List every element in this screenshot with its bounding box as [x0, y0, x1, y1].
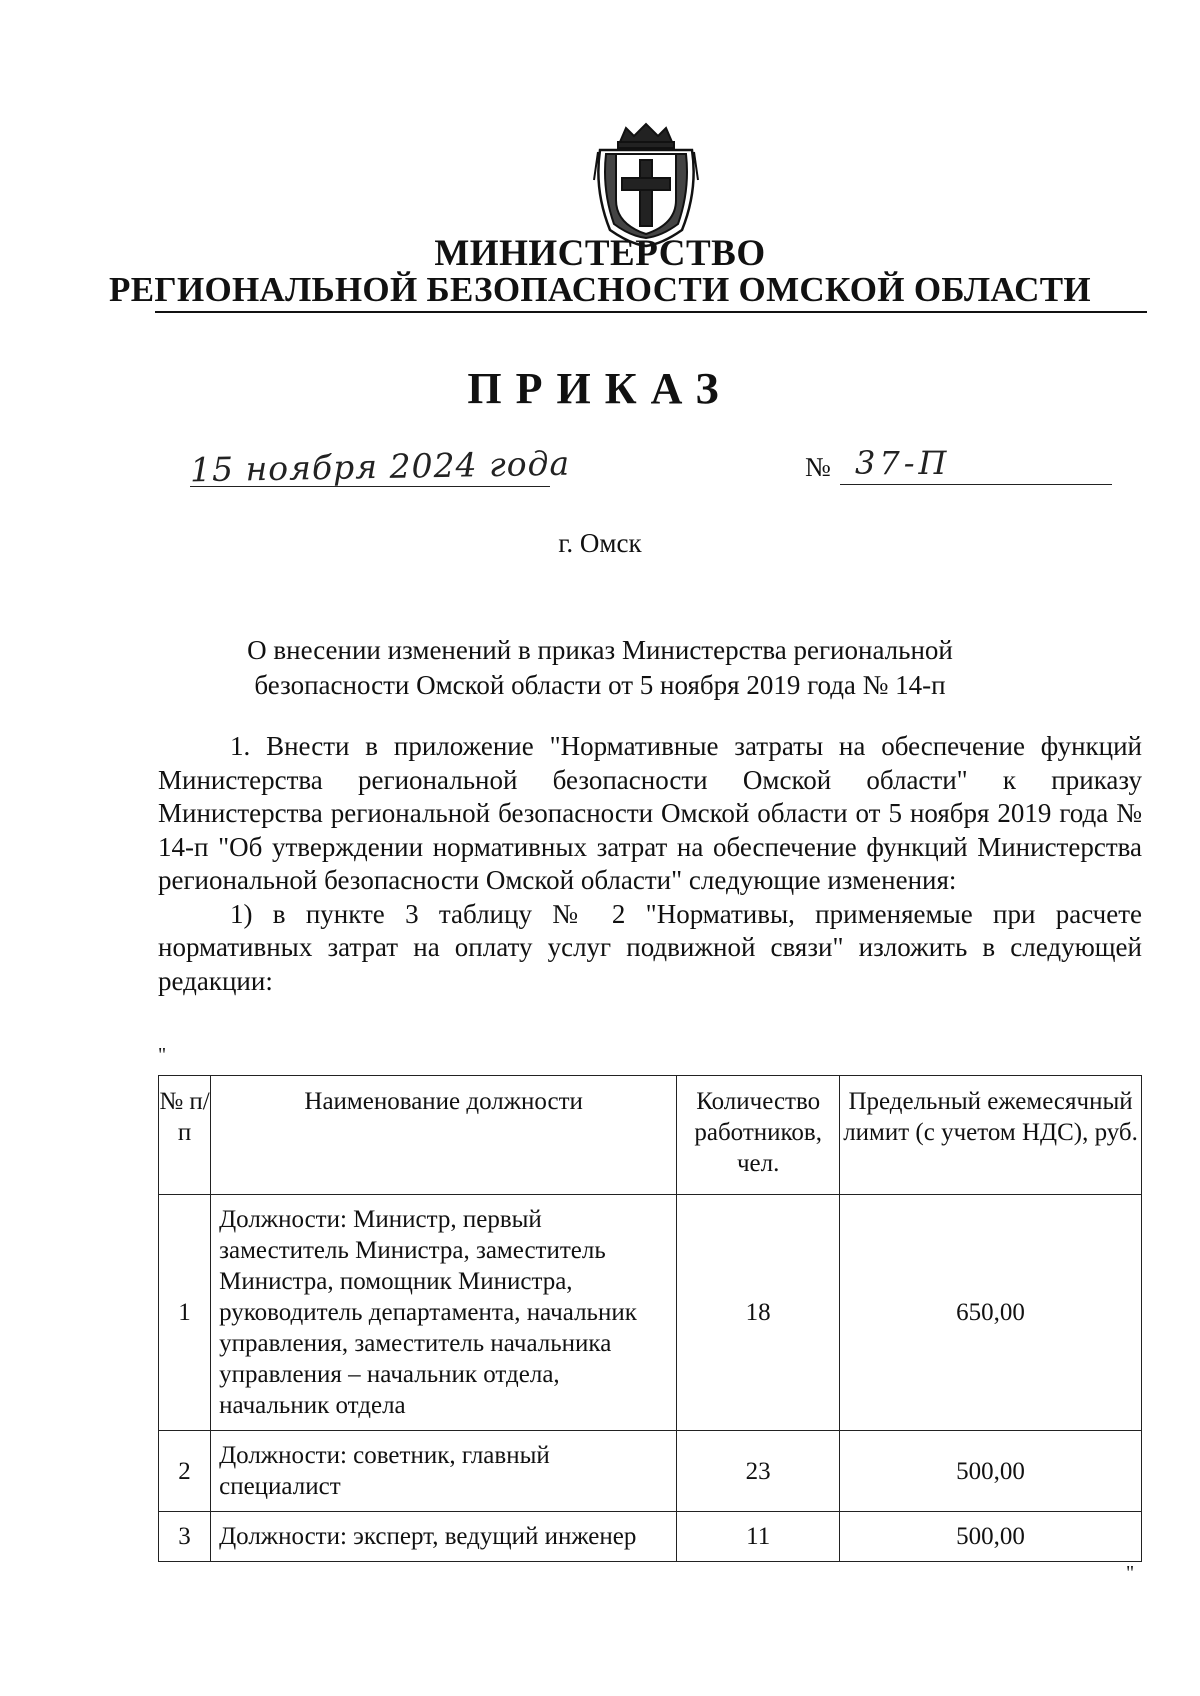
header-divider — [155, 311, 1147, 313]
table-header-row — [159, 1076, 1142, 1195]
norms-table — [158, 1075, 1142, 1562]
row-name: Должности: эксперт, ведущий инженер — [211, 1512, 677, 1562]
row-limit: 500,00 — [840, 1512, 1142, 1562]
organization-name-line2: РЕГИОНАЛЬНОЙ БЕЗОПАСНОСТИ ОМСКОЙ ОБЛАСТИ — [109, 270, 1091, 309]
row-name: Должности: советник, главный специалист — [211, 1431, 677, 1512]
handwritten-date: 15 ноября 2024 года — [189, 443, 571, 490]
subject-line-1: О внесении изменений в приказ Министерства региональной — [247, 635, 953, 665]
number-underline — [840, 484, 1112, 485]
table-row — [159, 1512, 1142, 1562]
city-line: г. Омск — [558, 528, 642, 558]
table-close-quote: " — [1126, 1562, 1135, 1584]
row-limit: 500,00 — [840, 1431, 1142, 1512]
body-paragraph-1: 1. Внести в приложение "Нормативные затраты на обеспечение функций Министерства региональной безопасности Омской области" к приказу Министерства региональной безопасности Омской области от 5 ноября 2019 года № 14-п "Об утверждении нормативных затрат на обеспечение функций Министерства региональной безопасности Омской области" следующие изменения: — [158, 731, 1142, 895]
order-body — [158, 730, 1142, 998]
row-count: 18 — [677, 1195, 840, 1431]
table-row — [159, 1195, 1142, 1431]
row-limit: 650,00 — [840, 1195, 1142, 1431]
header-count: Количество работников, чел. — [677, 1076, 840, 1195]
number-label: № — [805, 452, 831, 482]
row-count: 11 — [677, 1512, 840, 1562]
header-limit: Предельный ежемесячный лимит (с учетом НДС), руб. — [840, 1076, 1142, 1195]
row-num: 2 — [159, 1431, 211, 1512]
coat-of-arms-emblem — [590, 120, 702, 248]
organization-name-line1: МИНИСТЕРСТВО — [434, 233, 766, 274]
table-open-quote: " — [158, 1044, 167, 1066]
row-num: 3 — [159, 1512, 211, 1562]
row-count: 23 — [677, 1431, 840, 1512]
date-underline — [190, 486, 550, 487]
order-subject — [0, 633, 1200, 703]
header-num: № п/п — [159, 1076, 211, 1195]
subject-line-2: безопасности Омской области от 5 ноября 2019 года № 14-п — [254, 670, 946, 700]
handwritten-number: 37-П — [855, 444, 951, 482]
body-paragraph-2: 1) в пункте 3 таблицу № 2 "Нормативы, применяемые при расчете нормативных затрат на оплату услуг подвижной связи" изложить в следующей редакции: — [158, 898, 1142, 996]
document-type-title: ПРИКАЗ — [467, 364, 733, 413]
table-row — [159, 1431, 1142, 1512]
header-name: Наименование должности — [211, 1076, 677, 1195]
row-name: Должности: Министр, первый заместитель Министра, заместитель Министра, помощник Министра, руководитель департамента, начальник управления, заместитель начальника управления – начальник отдела, начальник отдела — [211, 1195, 677, 1431]
row-num: 1 — [159, 1195, 211, 1431]
